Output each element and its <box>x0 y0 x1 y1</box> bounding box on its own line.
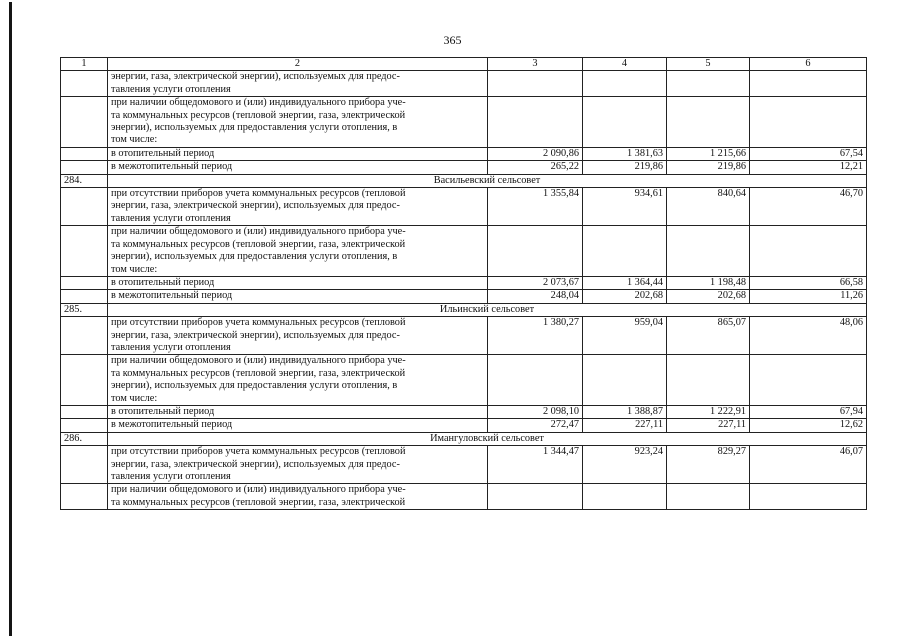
row-index <box>61 276 108 289</box>
row-description <box>108 355 488 406</box>
value-cell-col6: 66,58 <box>750 276 867 289</box>
column-header-row <box>61 58 867 71</box>
value-cell-col5: 1 198,48 <box>667 276 750 289</box>
row-description <box>108 188 488 226</box>
table-row <box>61 226 867 277</box>
value-cell-col5: 829,27 <box>667 446 750 484</box>
row-description <box>108 290 488 303</box>
description-line: энергии), используемых для предоставления услуги отопления, в <box>111 122 398 134</box>
value-cell-col5 <box>667 226 750 277</box>
column-header: 4 <box>583 58 667 71</box>
row-description <box>108 226 488 277</box>
column-header: 6 <box>750 58 867 71</box>
table-row <box>61 71 867 97</box>
value-cell-col4 <box>583 97 667 148</box>
row-description <box>108 317 488 355</box>
description-line: тавления услуги отопления <box>111 341 231 353</box>
row-index <box>61 484 108 510</box>
value-cell-col6: 46,70 <box>750 188 867 226</box>
description-line: тавления услуги отопления <box>111 471 231 482</box>
value-cell-col6: 48,06 <box>750 317 867 355</box>
value-cell-col6 <box>750 71 867 97</box>
value-cell-col5: 1 222,91 <box>667 405 750 418</box>
row-index <box>61 290 108 303</box>
row-index <box>61 446 108 484</box>
table-row <box>61 290 867 303</box>
value-cell-col5 <box>667 355 750 406</box>
table-row <box>61 161 867 174</box>
row-index <box>61 405 108 418</box>
value-cell-col5: 865,07 <box>667 317 750 355</box>
description-line: при наличии общедомового и (или) индивидуального прибора уче- <box>111 355 406 367</box>
value-cell-col6: 11,26 <box>750 290 867 303</box>
row-description <box>108 147 488 160</box>
value-cell-col4: 1 381,63 <box>583 147 667 160</box>
value-cell-col3: 2 098,10 <box>488 405 583 418</box>
description-line: энергии, газа, электрической энергии), используемых для предос- <box>111 71 400 83</box>
row-index <box>61 161 108 174</box>
tariff-table <box>60 57 867 510</box>
column-header: 5 <box>667 58 750 71</box>
table-row <box>61 446 867 484</box>
table-row <box>61 419 867 432</box>
description-line: тавления услуги отопления <box>111 212 231 224</box>
column-header: 3 <box>488 58 583 71</box>
section-index: 284. <box>61 174 108 187</box>
value-cell-col4 <box>583 71 667 97</box>
value-cell-col3 <box>488 355 583 406</box>
table-row <box>61 355 867 406</box>
value-cell-col5 <box>667 484 750 510</box>
value-cell-col6 <box>750 484 867 510</box>
column-header: 1 <box>61 58 108 71</box>
description-line: в межотопительный период <box>111 290 233 302</box>
description-line: при отсутствии приборов учета коммунальных ресурсов (тепловой <box>111 446 406 458</box>
row-index <box>61 147 108 160</box>
table-row <box>61 188 867 226</box>
description-line: в отопительный период <box>111 405 215 417</box>
row-description <box>108 484 488 510</box>
value-cell-col5: 227,11 <box>667 419 750 432</box>
page-number: 365 <box>443 33 462 47</box>
description-line: том числе: <box>111 134 158 146</box>
description-line: том числе: <box>111 392 158 404</box>
section-header-row <box>61 432 867 445</box>
value-cell-col6 <box>750 226 867 277</box>
value-cell-col3 <box>488 226 583 277</box>
row-description <box>108 161 488 174</box>
section-header-row <box>61 303 867 316</box>
description-line: при наличии общедомового и (или) индивидуального прибора уче- <box>111 226 406 238</box>
value-cell-col4: 1 364,44 <box>583 276 667 289</box>
value-cell-col4: 959,04 <box>583 317 667 355</box>
value-cell-col4: 1 388,87 <box>583 405 667 418</box>
section-index: 285. <box>61 303 108 316</box>
value-cell-col5: 219,86 <box>667 161 750 174</box>
row-index <box>61 71 108 97</box>
description-line: при наличии общедомового и (или) индивидуального прибора уче- <box>111 97 406 109</box>
description-line: в отопительный период <box>111 276 215 288</box>
value-cell-col3: 2 090,86 <box>488 147 583 160</box>
value-cell-col4 <box>583 226 667 277</box>
value-cell-col6: 67,54 <box>750 147 867 160</box>
description-line: энергии, газа, электрической энергии), используемых для предос- <box>111 458 400 470</box>
row-index <box>61 188 108 226</box>
value-cell-col3: 1 380,27 <box>488 317 583 355</box>
table-row <box>61 276 867 289</box>
description-line: та коммунальных ресурсов (тепловой энергии, газа, электрической <box>111 367 406 379</box>
row-description <box>108 446 488 484</box>
value-cell-col3: 1 355,84 <box>488 188 583 226</box>
section-index: 286. <box>61 432 108 445</box>
section-title: Имангуловский сельсовет <box>108 432 867 445</box>
row-description <box>108 405 488 418</box>
row-index <box>61 419 108 432</box>
value-cell-col6: 67,94 <box>750 405 867 418</box>
value-cell-col3: 265,22 <box>488 161 583 174</box>
row-description <box>108 97 488 148</box>
row-description <box>108 276 488 289</box>
value-cell-col3: 1 344,47 <box>488 446 583 484</box>
table-body <box>61 71 867 510</box>
description-line: энергии, газа, электрической энергии), используемых для предос- <box>111 329 400 341</box>
row-description <box>108 71 488 97</box>
description-line: в межотопительный период <box>111 161 233 173</box>
value-cell-col4: 219,86 <box>583 161 667 174</box>
description-line: та коммунальных ресурсов (тепловой энергии, газа, электрической <box>111 238 406 250</box>
value-cell-col4: 934,61 <box>583 188 667 226</box>
value-cell-col3 <box>488 71 583 97</box>
description-line: том числе: <box>111 263 158 275</box>
description-line: при наличии общедомового и (или) индивидуального прибора уче- <box>111 484 406 496</box>
value-cell-col5 <box>667 71 750 97</box>
row-index <box>61 355 108 406</box>
table-row <box>61 484 867 510</box>
value-cell-col6: 46,07 <box>750 446 867 484</box>
page-edge-bar <box>9 2 12 636</box>
description-line: при отсутствии приборов учета коммунальных ресурсов (тепловой <box>111 317 406 329</box>
description-line: энергии), используемых для предоставления услуги отопления, в <box>111 251 398 263</box>
value-cell-col4 <box>583 484 667 510</box>
description-line: энергии, газа, электрической энергии), используемых для предос- <box>111 200 400 212</box>
row-index <box>61 317 108 355</box>
value-cell-col6: 12,21 <box>750 161 867 174</box>
table-row <box>61 405 867 418</box>
value-cell-col4 <box>583 355 667 406</box>
description-line: энергии), используемых для предоставления услуги отопления, в <box>111 380 398 392</box>
description-line: в отопительный период <box>111 147 215 159</box>
description-line: та коммунальных ресурсов (тепловой энергии, газа, электрической <box>111 496 406 508</box>
value-cell-col4: 227,11 <box>583 419 667 432</box>
value-cell-col4: 202,68 <box>583 290 667 303</box>
row-description <box>108 419 488 432</box>
table-row <box>61 317 867 355</box>
description-line: в межотопительный период <box>111 419 233 431</box>
value-cell-col5: 1 215,66 <box>667 147 750 160</box>
value-cell-col3: 248,04 <box>488 290 583 303</box>
section-title: Васильевский сельсовет <box>108 174 867 187</box>
value-cell-col3 <box>488 484 583 510</box>
value-cell-col3: 272,47 <box>488 419 583 432</box>
description-line: та коммунальных ресурсов (тепловой энергии, газа, электрической <box>111 109 406 121</box>
table-row <box>61 147 867 160</box>
value-cell-col5 <box>667 97 750 148</box>
row-index <box>61 226 108 277</box>
description-line: при отсутствии приборов учета коммунальных ресурсов (тепловой <box>111 188 406 200</box>
value-cell-col3 <box>488 97 583 148</box>
section-header-row <box>61 174 867 187</box>
value-cell-col3: 2 073,67 <box>488 276 583 289</box>
value-cell-col5: 202,68 <box>667 290 750 303</box>
description-line: тавления услуги отопления <box>111 83 231 95</box>
column-header: 2 <box>108 58 488 71</box>
section-title: Ильинский сельсовет <box>108 303 867 316</box>
row-index <box>61 97 108 148</box>
value-cell-col4: 923,24 <box>583 446 667 484</box>
value-cell-col6: 12,62 <box>750 419 867 432</box>
value-cell-col6 <box>750 97 867 148</box>
value-cell-col5: 840,64 <box>667 188 750 226</box>
value-cell-col6 <box>750 355 867 406</box>
table-row <box>61 97 867 148</box>
